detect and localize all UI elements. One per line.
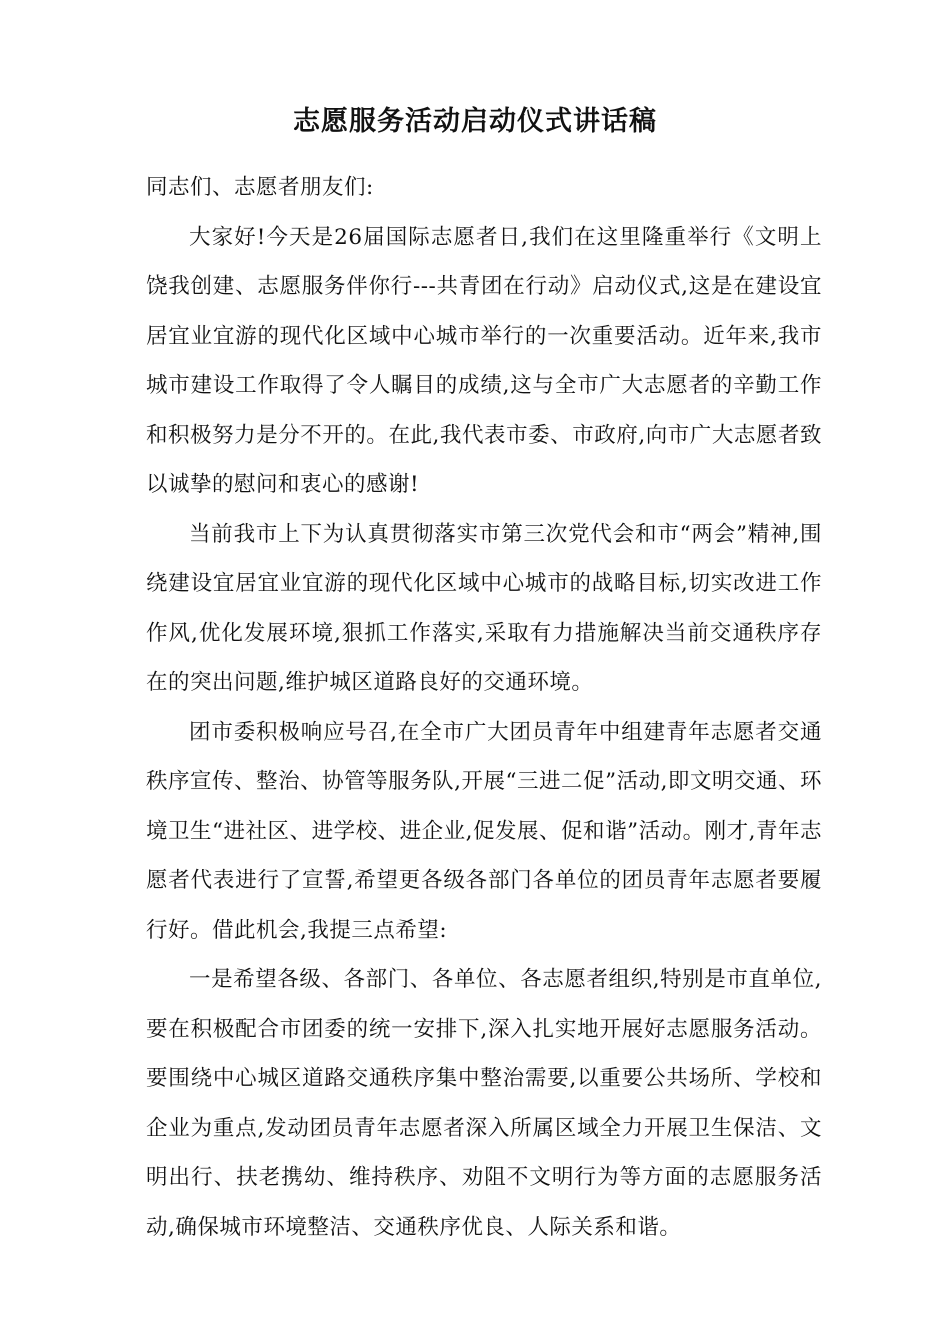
paragraph-greeting: 大家好!今天是26届国际志愿者日,我们在这里隆重举行《文明上饶我创建、志愿服务伴你行---共青团在行动》启动仪式,这是在建设宜居宜业宜游的现代化区域中心城市举行的一次重要活动。近年来,我市城市建设工作取得了令人瞩目的成绩,这与全市广大志愿者的辛勤工作和积极努力是分不开的。在此,我代表市委、市政府,向市广大志愿者致以诚挚的慰问和衷心的感谢!	[146, 224, 822, 497]
paragraph-current-situation: 当前我市上下为认真贯彻落实市第三次党代会和市“两会”精神,围绕建设宜居宜业宜游的现代化区域中心城市的战略目标,切实改进工作作风,优化发展环境,狠抓工作落实,采取有力措施解决当前交通秩序存在的突出问题,维护城区道路良好的交通环境。	[146, 521, 822, 695]
paragraph-youth-league: 团市委积极响应号召,在全市广大团员青年中组建青年志愿者交通秩序宣传、整治、协管等服务队,开展“三进二促”活动,即文明交通、环境卫生“进社区、进学校、进企业,促发展、促和谐”活动。刚才,青年志愿者代表进行了宣誓,希望更各级各部门各单位的团员青年志愿者要履行好。借此机会,我提三点希望:	[146, 719, 822, 943]
document-body	[146, 163, 822, 1252]
document-title: 志愿服务活动启动仪式讲话稿	[293, 106, 657, 137]
salutation: 同志们、志愿者朋友们:	[146, 175, 374, 200]
paragraph-first-hope: 一是希望各级、各部门、各单位、各志愿者组织,特别是市直单位,要在积极配合市团委的统一安排下,深入扎实地开展好志愿服务活动。要围绕中心城区道路交通秩序集中整治需要,以重要公共场所、学校和企业为重点,发动团员青年志愿者深入所属区域全力开展卫生保洁、文明出行、扶老携幼、维持秩序、劝阻不文明行为等方面的志愿服务活动,确保城市环境整洁、交通秩序优良、人际关系和谐。	[146, 967, 822, 1240]
